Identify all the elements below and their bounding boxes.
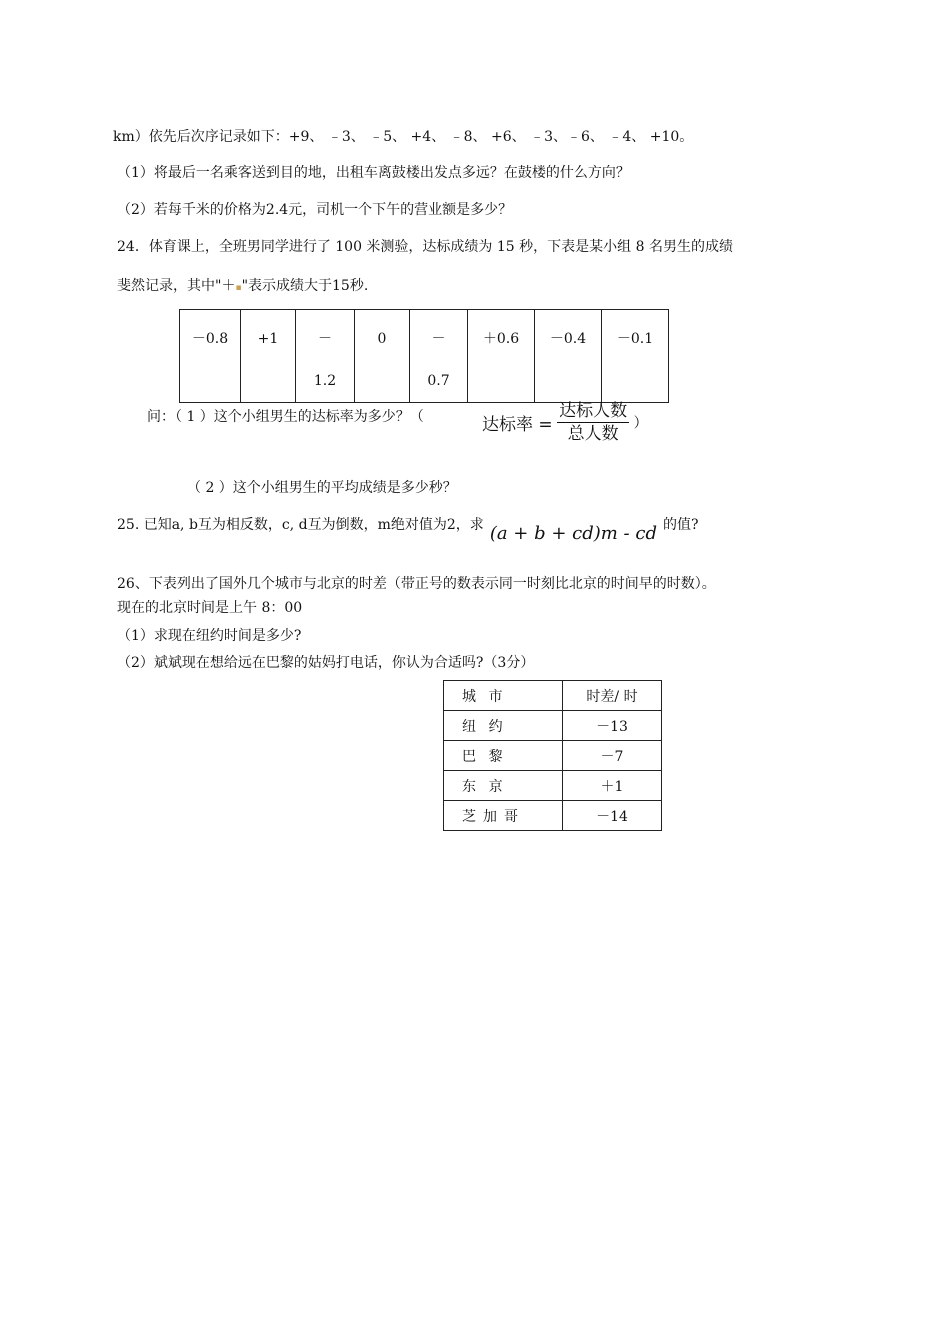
- q24-ask2: （ 2 ）这个小组男生的平均成绩是多少秒？: [187, 480, 457, 496]
- time-diff-table: [443, 680, 662, 831]
- city-cell: 芝加哥: [444, 801, 563, 831]
- fraction-numerator: 达标人数: [559, 401, 628, 421]
- table-row: [444, 741, 662, 771]
- score-cell: －0.1: [602, 310, 669, 403]
- q24-line1: 24．体育课上，全班男同学进行了 100 米测验，达标成绩为 15 秒，下表是某小组 8 名男生的成绩: [117, 239, 733, 255]
- header-diff: 时差/ 时: [563, 681, 662, 711]
- score-cell: － 0.7: [410, 310, 468, 403]
- q25-tail: 的值?: [662, 517, 699, 533]
- city-cell: 纽约: [444, 711, 563, 741]
- q23-sub1: （1）将最后一名乘客送到目的地，出租车离鼓楼出发点多远？在鼓楼的什么方向？: [117, 165, 630, 181]
- diff-cell: －13: [563, 711, 662, 741]
- score-table: [179, 309, 669, 403]
- diff-cell: －14: [563, 801, 662, 831]
- q24-line2-b: "表示成绩大于15秒.: [241, 278, 369, 294]
- city-cell: 巴黎: [444, 741, 563, 771]
- pass-rate-formula: [482, 400, 648, 445]
- diff-cell: ＋1: [563, 771, 662, 801]
- table-row: [444, 771, 662, 801]
- q23-sub2: （2）若每千米的价格为2.4元，司机一个下午的营业额是多少？: [117, 202, 513, 218]
- q24-ask1: 问：（ 1 ）这个小组男生的达标率为多少？（: [147, 409, 424, 425]
- score-cell: ＋0.6: [468, 310, 535, 403]
- q25-line: [117, 514, 699, 544]
- formula-close: ）: [633, 415, 648, 432]
- formula-label: 达标率 =: [482, 415, 553, 435]
- q23-record-line: km）依先后次序记录如下：+9、 ﹣3、 ﹣5、 +4、 ﹣8、 +6、 ﹣3、﹣6、 ﹣4、 +10。: [113, 129, 694, 145]
- q26-line1: 26、下表列出了国外几个城市与北京的时差（带正号的数表示同一时刻比北京的时间早的时数）。: [117, 576, 716, 592]
- q26-line2: 现在的北京时间是上午 8：00: [117, 600, 303, 616]
- q25-text: 25. 已知a, b互为相反数，c, d互为倒数，m绝对值为2，求: [117, 517, 484, 533]
- q26-sub1: （1）求现在纽约时间是多少?: [117, 628, 302, 644]
- q24-line2: [117, 276, 368, 298]
- q25-formula: (a + b + cd)m - cd: [489, 523, 657, 544]
- score-cell: － 1.2: [296, 310, 355, 403]
- fraction-denominator: 总人数: [567, 424, 619, 444]
- table-header-row: [444, 681, 662, 711]
- score-cell: －0.8: [180, 310, 241, 403]
- fraction: [557, 400, 629, 445]
- diff-cell: －7: [563, 741, 662, 771]
- q26-sub2: （2）斌斌现在想给远在巴黎的姑妈打电话，你认为合适吗?（3分）: [117, 655, 535, 671]
- q24-line2-a: 斐然记录，其中"＋: [117, 278, 236, 294]
- table-row: [444, 711, 662, 741]
- header-city: 城市: [444, 681, 563, 711]
- score-cell: －0.4: [535, 310, 602, 403]
- dot-mark: ▪: [235, 283, 242, 293]
- score-cell: 0: [355, 310, 410, 403]
- city-cell: 东京: [444, 771, 563, 801]
- table-row: [444, 801, 662, 831]
- score-cell: +1: [241, 310, 296, 403]
